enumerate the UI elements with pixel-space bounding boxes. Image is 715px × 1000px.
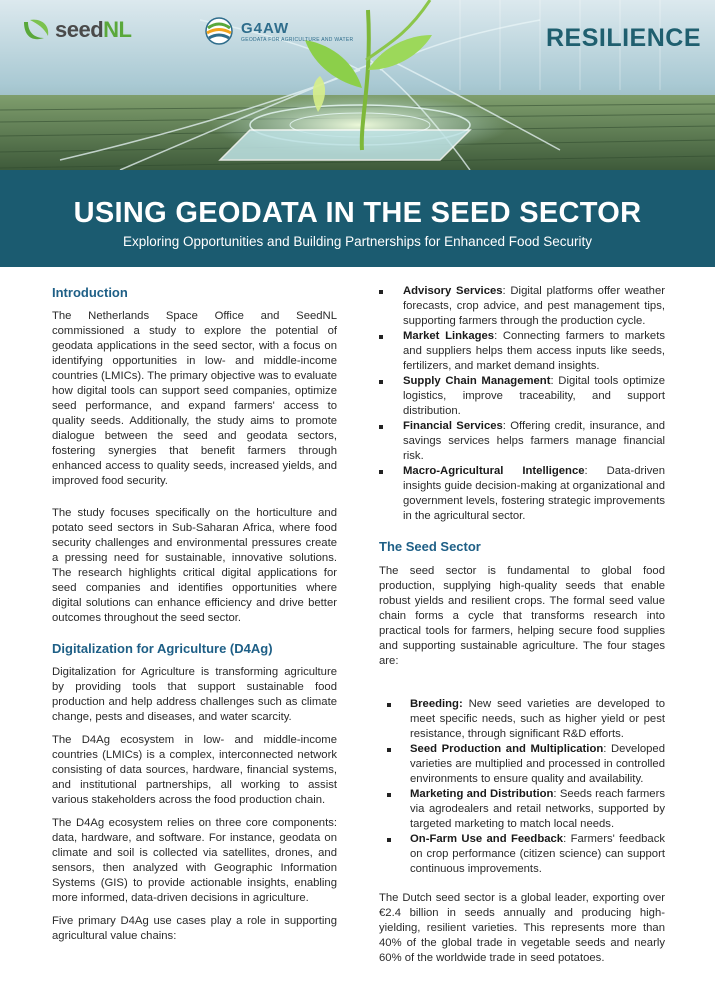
list-item: Marketing and Distribution: Seeds reach farmers via agrodealers and retail networks, supported by targeted marketing to match local needs.	[379, 787, 665, 832]
seednl-leaf-icon	[20, 16, 52, 44]
introduction-paragraph-2: The study focuses specifically on the horticulture and potato seed sectors in Sub-Saharan Africa, where food security challenges and environmental pressures create a pressing need for sustainable, innovative solutions. The research highlights critical digital applications for seed companies and identifies opportunities where digital solutions can enhance efficiency and drive better outcomes throughout the seed sector.	[52, 507, 337, 624]
bullet-icon	[387, 793, 391, 797]
g4aw-name: G4AW	[241, 19, 290, 37]
list-item: Financial Services: Offering credit, insurance, and savings services helps farmers manage financial risk.	[379, 419, 665, 464]
list-item: Seed Production and Multiplication: Developed varieties are multiplied and processed in controlled environments to ensure quality and availability.	[379, 742, 665, 787]
page-subtitle: Exploring Opportunities and Building Partnerships for Enhanced Food Security	[122, 234, 593, 249]
list-item: Market Linkages: Connecting farmers to markets and suppliers helps them access inputs like seeds, fertilizers, and market demand insights.	[379, 329, 665, 374]
seednl-logo	[20, 16, 131, 44]
d4ag-heading: Digitalization for Agriculture (D4Ag)	[52, 641, 273, 656]
bullet-icon	[387, 703, 391, 707]
bullet-icon	[379, 380, 383, 384]
bullet-icon	[379, 470, 383, 474]
d4ag-paragraph-2: The D4Ag ecosystem in low- and middle-income countries (LMICs) is a complex, interconnected network consisting of data sources, hardware, financial systems, and institutional partnerships, all working to assist various stakeholders across the food production chain.	[52, 734, 337, 806]
right-column	[379, 284, 665, 966]
list-item: Macro-Agricultural Intelligence: Data-driven insights guide decision-making at organizational and government levels, fostering strategic improvements in the agricultural sector.	[379, 464, 665, 524]
d4ag-paragraph-1: Digitalization for Agriculture is transforming agriculture by providing tools that support sustainable food production and help address challenges such as climate change, pests and diseases, and water scarcity.	[52, 666, 337, 723]
introduction-heading: Introduction	[52, 285, 128, 300]
seed-stage-list	[379, 697, 665, 877]
d4ag-paragraph-4: Five primary D4Ag use cases play a role in supporting agricultural value chains:	[52, 915, 337, 942]
g4aw-logo	[203, 16, 353, 46]
list-item: On-Farm Use and Feedback: Farmers' feedback on crop performance (citizen science) can support continuous improvements.	[379, 832, 665, 877]
seednl-wordmark: seedNL	[55, 17, 132, 42]
resilience-logo: RESILIENCE	[545, 24, 701, 52]
use-case-list	[379, 284, 665, 524]
introduction-paragraph-1: The Netherlands Space Office and SeedNL commissioned a study to explore the potential of geodata applications in the seed sector, with a focus on identifying opportunities in low- and middle-income countries (LMICs). The primary objective was to evaluate how digital tools can support seed companies, optimize seed performance, and expand farmers' access to quality seeds. Additionally, the study aims to promote dialogue between the seed and geodata sectors, fostering synergies that benefit farmers through enhanced access to quality seeds, increased yields, and improved food security.	[52, 310, 337, 487]
g4aw-globe-icon	[203, 16, 235, 46]
seed-sector-heading: The Seed Sector	[379, 539, 481, 554]
seed-sector-paragraph-1: The seed sector is fundamental to global food production, supplying high-quality seeds that enable robust yields and resilient crops. The formal seed value chain forms a cycle that transforms research into practical tools for farmers, helping secure food supplies and supporting sustainable agriculture. The four stages are:	[379, 565, 665, 667]
list-item: Supply Chain Management: Digital tools optimize logistics, improve traceability, and support distribution.	[379, 374, 665, 419]
d4ag-paragraph-3: The D4Ag ecosystem relies on three core components: data, hardware, and software. For instance, geodata on climate and soil is collected via satellites, drones, and sensors, then analyzed with Geographic Information Systems (GIS) to provide actionable insights, enabling more informed, data-driven decisions in agriculture.	[52, 817, 337, 904]
page-title: USING GEODATA IN THE SEED SECTOR	[73, 197, 642, 229]
bullet-icon	[379, 335, 383, 339]
hero-banner	[0, 0, 715, 170]
seed-sector-paragraph-2: The Dutch seed sector is a global leader, exporting over €2.4 billion in seeds annually and producing high-yielding, resilient varieties. This represents more than 40% of the global trade in vegetable seeds and nearly 60% of the worldwide trade in seed potatoes.	[379, 892, 665, 964]
left-column	[52, 284, 337, 944]
title-band	[0, 170, 715, 267]
list-item: Advisory Services: Digital platforms offer weather forecasts, crop advice, and pest management tips, supporting farmers through the production cycle.	[379, 284, 665, 329]
g4aw-tagline: GEODATA FOR AGRICULTURE AND WATER	[241, 36, 354, 43]
bullet-icon	[379, 290, 383, 294]
bullet-icon	[387, 838, 391, 842]
bullet-icon	[379, 425, 383, 429]
bullet-icon	[387, 748, 391, 752]
list-item: Breeding: New seed varieties are developed to meet specific needs, such as higher yield or pest resistance, through significant R&D efforts.	[379, 697, 665, 742]
